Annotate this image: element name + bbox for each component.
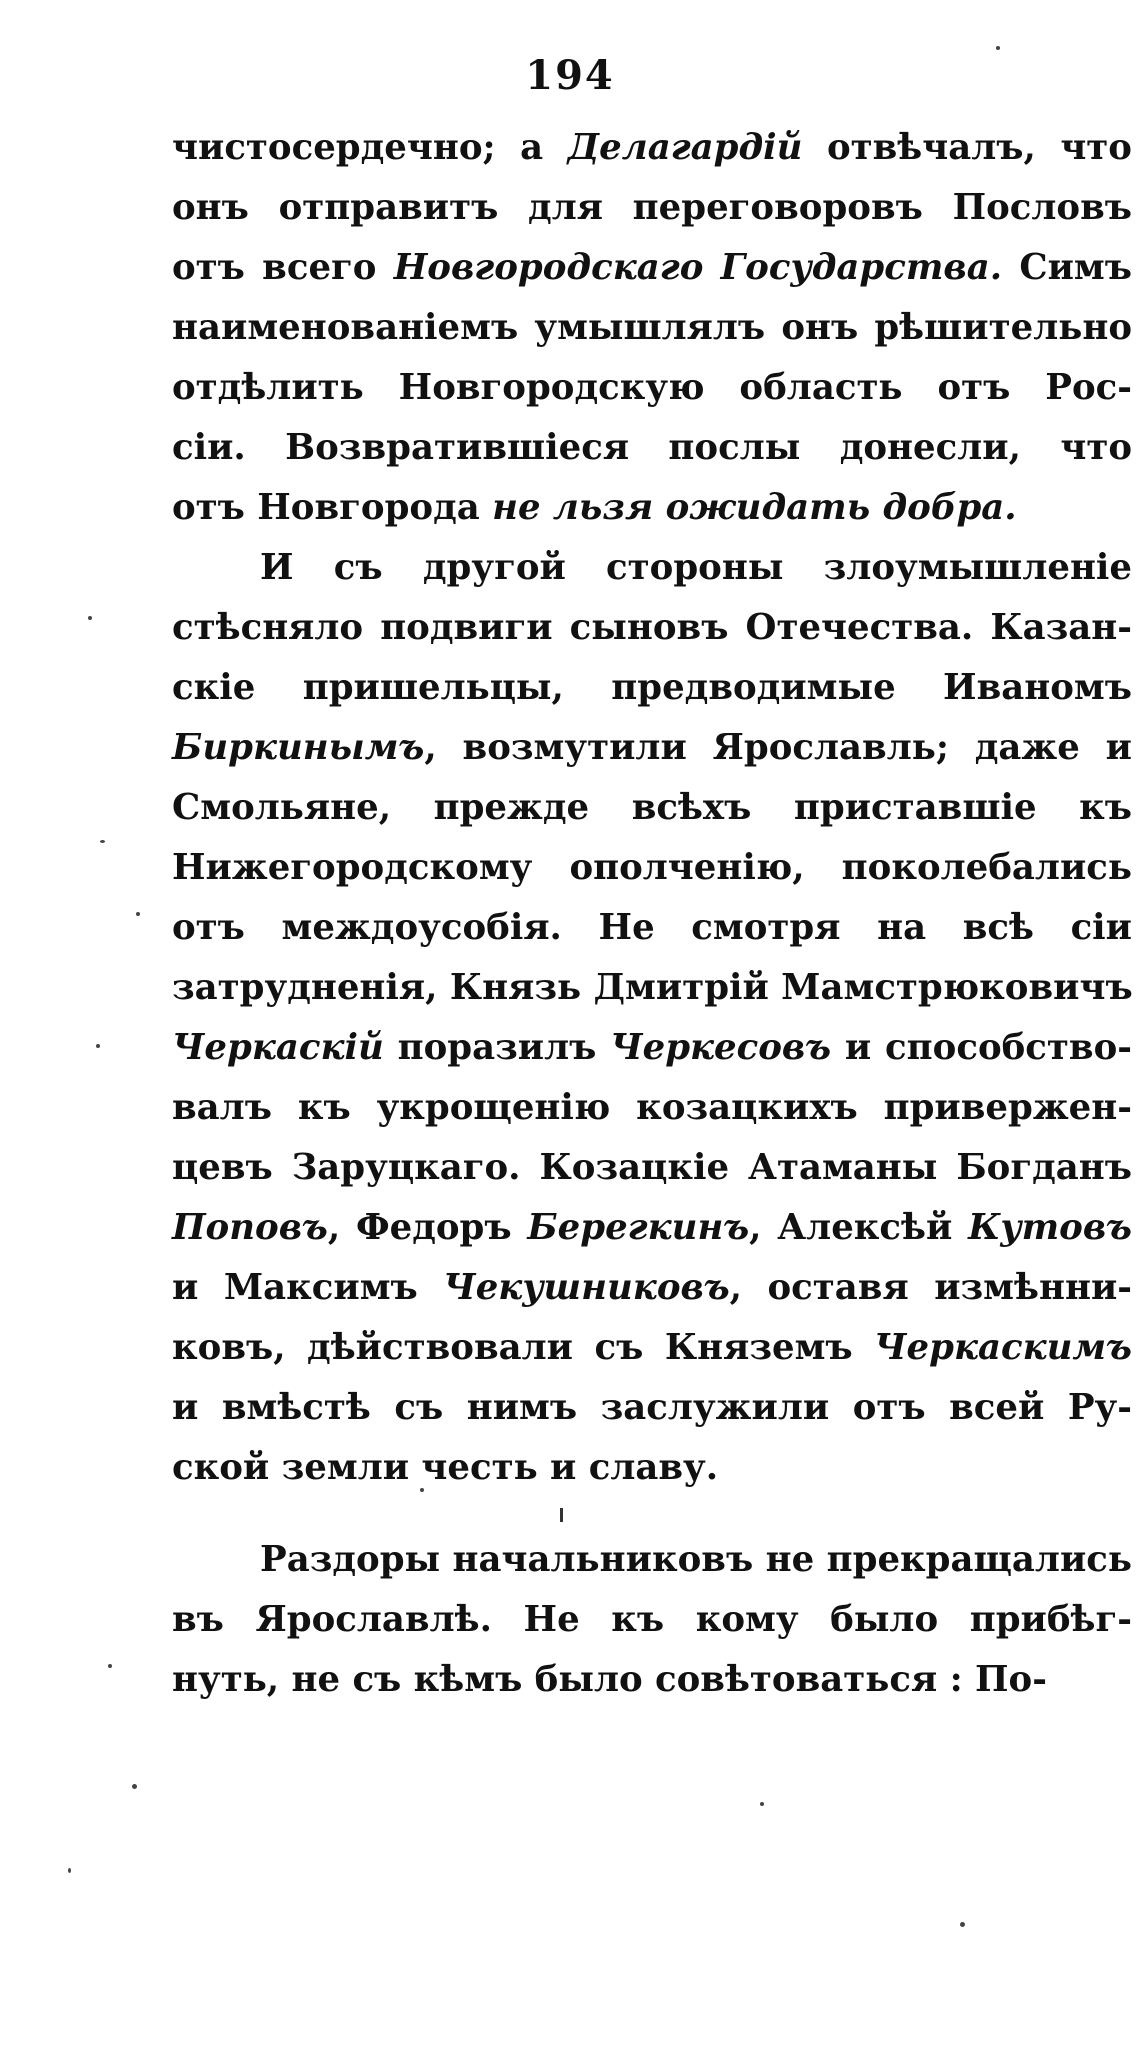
- scan-speck: [96, 1044, 100, 1048]
- page-number: 194: [525, 52, 615, 99]
- text-run: , оставя измѣнни-: [729, 1267, 1133, 1308]
- text-line: [172, 1318, 1132, 1378]
- text-run: чистосердечно; а: [172, 127, 568, 168]
- italic-name: Делагардій: [567, 127, 803, 168]
- text-line: [172, 838, 1132, 898]
- text-run: стѣсняло подвиги сыновъ Отечества. Казан-: [172, 607, 1132, 648]
- text-line: [172, 1138, 1132, 1198]
- text-run: нуть, не съ кѣмъ было совѣтоваться : По-: [172, 1659, 1047, 1700]
- scan-speck: [108, 1664, 112, 1668]
- text-line: [172, 298, 1132, 358]
- text-run: отдѣлить Новгородскую область отъ Рос-: [172, 367, 1132, 408]
- text-run: ской земли честь и славу.: [172, 1447, 719, 1488]
- text-run: , возмутили Ярославль; даже и: [424, 727, 1132, 768]
- text-line: [172, 1650, 1132, 1710]
- text-run: наименованіемъ умышлялъ онъ рѣшительно: [172, 307, 1132, 348]
- text-run: скіе пришельцы, предводимые Иваномъ: [172, 667, 1132, 708]
- text-run: онъ отправитъ для переговоровъ Пословъ: [172, 187, 1132, 228]
- text-line: [172, 598, 1132, 658]
- italic-name: Биркинымъ: [172, 727, 425, 768]
- text-line: [172, 418, 1132, 478]
- italic-name: Поповъ: [172, 1207, 328, 1248]
- text-line: [172, 1530, 1132, 1590]
- scan-speck: [100, 840, 105, 843]
- scan-speck: [420, 1488, 424, 1492]
- text-line: [172, 478, 1132, 538]
- text-run: Нижегородскому ополченію, поколебались: [172, 847, 1132, 888]
- text-run: Раздоры начальниковъ не прекращались: [260, 1539, 1132, 1580]
- text-line: [172, 1078, 1132, 1138]
- text-line: [172, 1258, 1132, 1318]
- text-line: [172, 538, 1132, 598]
- paragraph: [172, 118, 1132, 538]
- main-text: [172, 118, 1132, 1498]
- text-run: затрудненія, Князь Дмитрій Мамстрюковичъ: [172, 967, 1133, 1008]
- text-line: [172, 718, 1132, 778]
- text-run: сіи. Возвратившіеся послы донесли, что: [172, 427, 1132, 468]
- scan-speck: [68, 1868, 71, 1873]
- scan-speck: [136, 912, 140, 916]
- paragraph: [172, 538, 1132, 1498]
- text-line: [172, 898, 1132, 958]
- text-line: [172, 358, 1132, 418]
- text-run: , Алексѣй: [749, 1207, 969, 1248]
- text-run: отъ всего: [172, 247, 394, 288]
- text-line: [172, 1590, 1132, 1650]
- italic-name: Черкаскимъ: [874, 1327, 1132, 1368]
- text-run: и Максимъ: [172, 1267, 444, 1308]
- italic-name: Чекушниковъ: [443, 1267, 730, 1308]
- text-run: въ Ярославлѣ. Не къ кому было прибѣг-: [172, 1599, 1132, 1640]
- text-line: [172, 1018, 1132, 1078]
- text-line: [172, 958, 1132, 1018]
- text-run: отъ Новгорода: [172, 487, 493, 528]
- italic-name: Берегкинъ: [527, 1207, 750, 1248]
- text-run: поразилъ: [383, 1027, 611, 1068]
- italic-name: Черкаскій: [172, 1027, 384, 1068]
- text-line: [172, 1438, 1132, 1498]
- text-run: отъ междоусобія. Не смотря на всѣ сіи: [172, 907, 1132, 948]
- text-line: [172, 1198, 1132, 1258]
- scan-speck: [88, 616, 92, 620]
- italic-name: Черкесовъ: [610, 1027, 832, 1068]
- text-line: [172, 658, 1132, 718]
- text-line: [172, 118, 1132, 178]
- section-mark: [560, 1508, 563, 1522]
- text-line: [172, 1378, 1132, 1438]
- text-run: отвѣчалъ, что: [802, 127, 1132, 168]
- scan-speck: [996, 46, 1000, 50]
- text-run: и вмѣстѣ съ нимъ заслужили отъ всей Ру-: [172, 1387, 1132, 1428]
- text-run: , Федоръ: [327, 1207, 528, 1248]
- paragraph: [172, 1530, 1132, 1710]
- text-run: ковъ, дѣйствовали съ Княземъ: [172, 1327, 875, 1368]
- text-run: И съ другой стороны злоумышленіе: [260, 547, 1132, 588]
- text-line: [172, 778, 1132, 838]
- text-run: и способство-: [831, 1027, 1132, 1068]
- text-line: [172, 238, 1132, 298]
- text-run: Смольяне, прежде всѣхъ приставшіе къ: [172, 787, 1132, 828]
- scan-speck: [760, 1802, 764, 1806]
- continuation-text: [172, 1530, 1132, 1710]
- scan-speck: [132, 1784, 137, 1789]
- text-run: валъ къ укрощенію козацкихъ привержен-: [172, 1087, 1132, 1128]
- italic-name: не льзя ожидать добра.: [492, 487, 1017, 528]
- scan-speck: [960, 1922, 965, 1927]
- text-run: Симъ: [1002, 247, 1132, 288]
- text-run: цевъ Заруцкаго. Козацкіе Атаманы Богданъ: [172, 1147, 1132, 1188]
- italic-name: Новгородскаго Государства.: [393, 247, 1003, 288]
- text-line: [172, 178, 1132, 238]
- italic-name: Кутовъ: [968, 1207, 1132, 1248]
